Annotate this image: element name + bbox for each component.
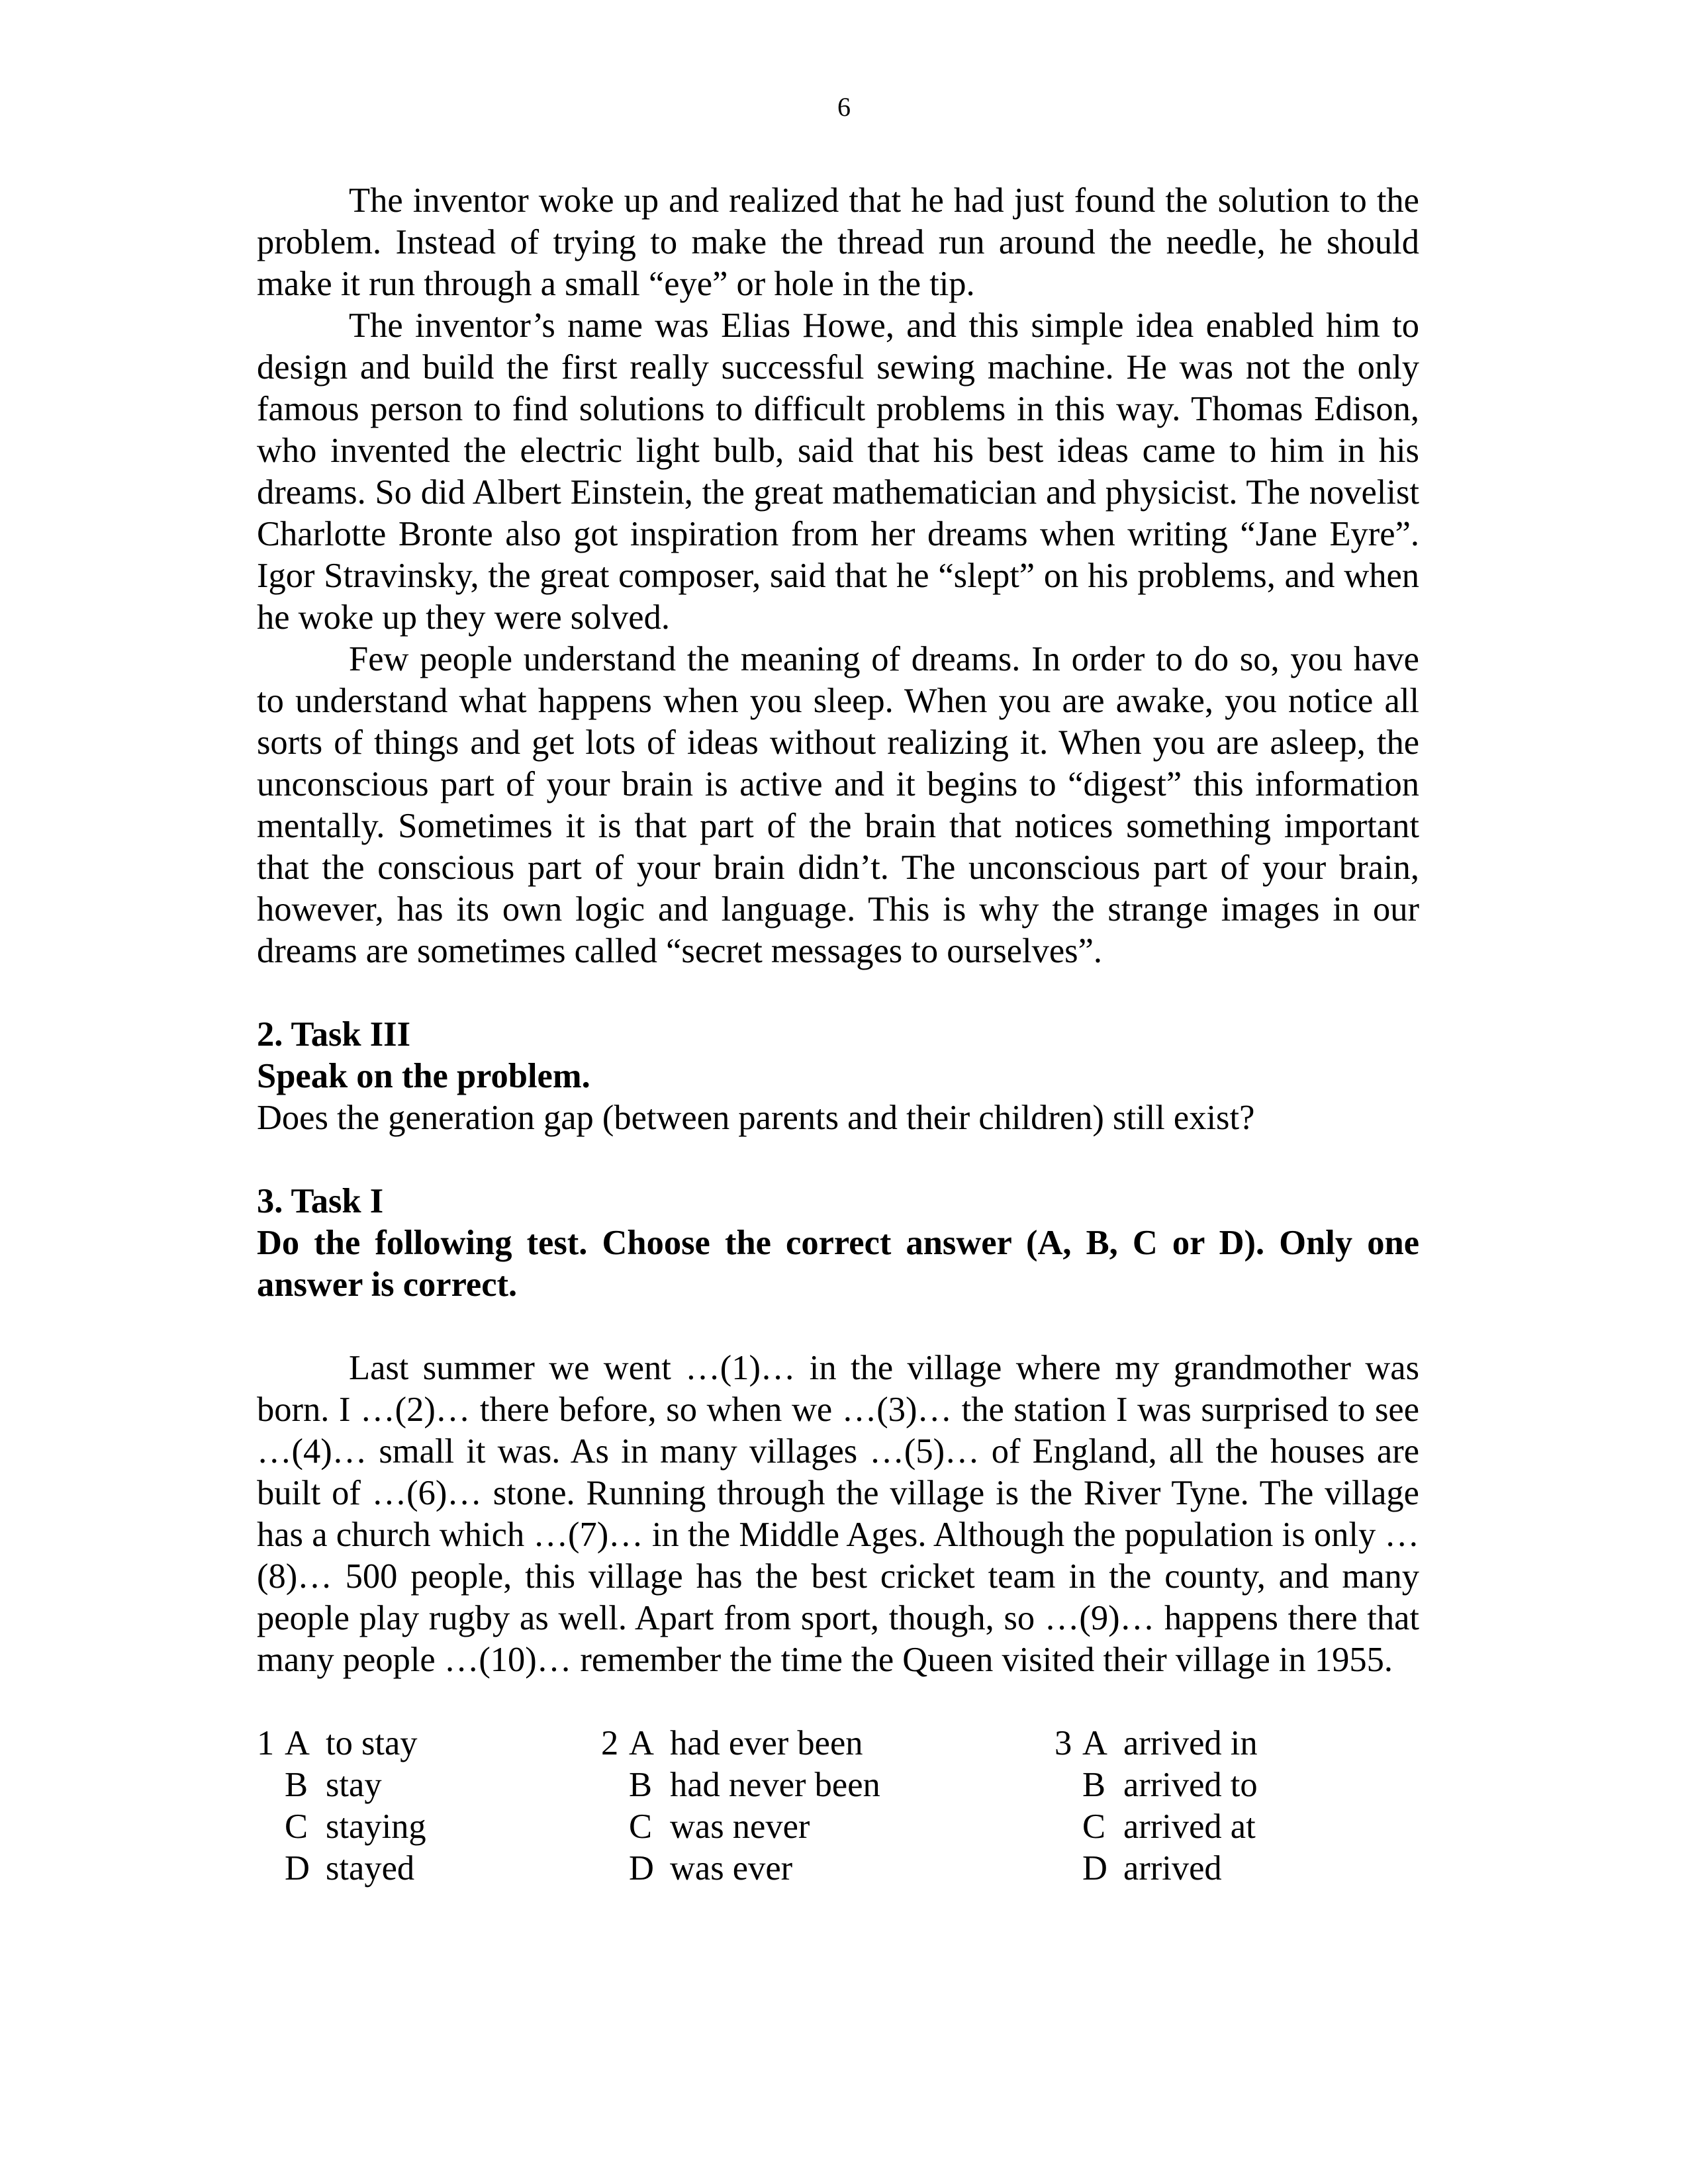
question-number: 3 [1055, 1724, 1072, 1762]
answer-options [257, 1723, 1419, 1889]
option-text: had never been [670, 1766, 880, 1804]
question-number: 2 [601, 1724, 619, 1762]
option-3d [1055, 1848, 1258, 1889]
option-text: staying [326, 1807, 426, 1846]
question-number: 1 [257, 1724, 275, 1762]
option-letter: C [629, 1807, 653, 1846]
option-2b [601, 1764, 880, 1806]
option-3c [1055, 1806, 1258, 1848]
option-2c [601, 1806, 880, 1848]
option-text: was ever [670, 1849, 793, 1888]
option-letter: C [285, 1807, 308, 1846]
option-letter: C [1082, 1807, 1106, 1846]
option-1a [257, 1723, 426, 1764]
reading-paragraph: The inventor’s name was Elias Howe, and this simple idea enabled him to design and build the first really successful sewing machine. He was not the only famous person to find solutions to difficult problems in this way. Thomas Edison, who invented the electric light bulb, said that his best ideas came to him in his dreams. So did Albert Einstein, the great mathematician and physicist. The novelist Charlotte Bronte also got inspiration from her dreams when writing “Jane Eyre”. Igor Stravinsky, the great composer, said that he “slept” on his problems, and when he woke up they were solved. [257, 306, 1419, 637]
option-letter: B [285, 1766, 308, 1804]
option-letter: B [1082, 1766, 1106, 1804]
question-2-options [601, 1723, 880, 1889]
task2-question: Does the generation gap (between parents and their children) still exist? [257, 1099, 1255, 1137]
option-text: arrived in [1123, 1724, 1258, 1762]
option-letter: A [629, 1724, 654, 1762]
option-1d [257, 1848, 426, 1889]
reading-paragraph: Few people understand the meaning of dreams. In order to do so, you have to understand what happens when you sleep. When you are awake, you notice all sorts of things and get lots of ideas without realizing it. When you are asleep, the unconscious part of your brain is active and it begins to “digest” this information mentally. Sometimes it is that part of the brain that notices something important that the conscious part of your brain didn’t. The unconscious part of your brain, however, has its own logic and language. This is why the strange images in our dreams are sometimes called “secret messages to ourselves”. [257, 640, 1419, 970]
task2-instruction: Speak on the problem. [257, 1057, 590, 1095]
reading-paragraph: The inventor woke up and realized that he had just found the solution to the problem. Instead of trying to make the thread run around the needle, he should make it run through a small “eye” or hole in the tip. [257, 181, 1419, 303]
option-3b [1055, 1764, 1258, 1806]
option-text: arrived at [1123, 1807, 1256, 1846]
option-letter: B [629, 1766, 653, 1804]
option-text: to stay [326, 1724, 418, 1762]
option-text: stay [326, 1766, 382, 1804]
option-1c [257, 1806, 426, 1848]
option-text: arrived [1123, 1849, 1222, 1888]
question-3-options [1055, 1723, 1258, 1889]
option-text: had ever been [670, 1724, 863, 1762]
option-letter: D [1082, 1849, 1107, 1888]
page-content [257, 180, 1419, 1889]
option-letter: A [285, 1724, 310, 1762]
option-2d [601, 1848, 880, 1889]
task3-passage: Last summer we went …(1)… in the village where my grandmother was born. I …(2)… there before, so when we …(3)… the station I was surprised to see …(4)… small it was. As in many villages …(5)… of England, all the houses are built of …(6)… stone. Running through the village is the River Tyne. The village has a church which …(7)… in the Middle Ages. Although the population is only …(8)… 500 people, this village has the best cricket team in the county, and many people play rugby as well. Apart from sport, though, so …(9)… happens there that many people …(10)… remember the time the Queen visited their village in 1955. [257, 1349, 1419, 1679]
page-number: 6 [837, 92, 851, 122]
question-1-options [257, 1723, 426, 1889]
option-text: stayed [326, 1849, 415, 1888]
option-letter: A [1082, 1724, 1107, 1762]
task3-heading: 3. Task I [257, 1182, 384, 1220]
option-letter: D [285, 1849, 310, 1888]
option-text: arrived to [1123, 1766, 1258, 1804]
option-text: was never [670, 1807, 810, 1846]
task3-instruction: Do the following test. Choose the correct answer (A, B, C or D). Only one answer is correct. [257, 1224, 1419, 1304]
task2-heading: 2. Task III [257, 1015, 411, 1054]
option-2a [601, 1723, 880, 1764]
option-3a [1055, 1723, 1258, 1764]
option-letter: D [629, 1849, 654, 1888]
option-1b [257, 1764, 426, 1806]
